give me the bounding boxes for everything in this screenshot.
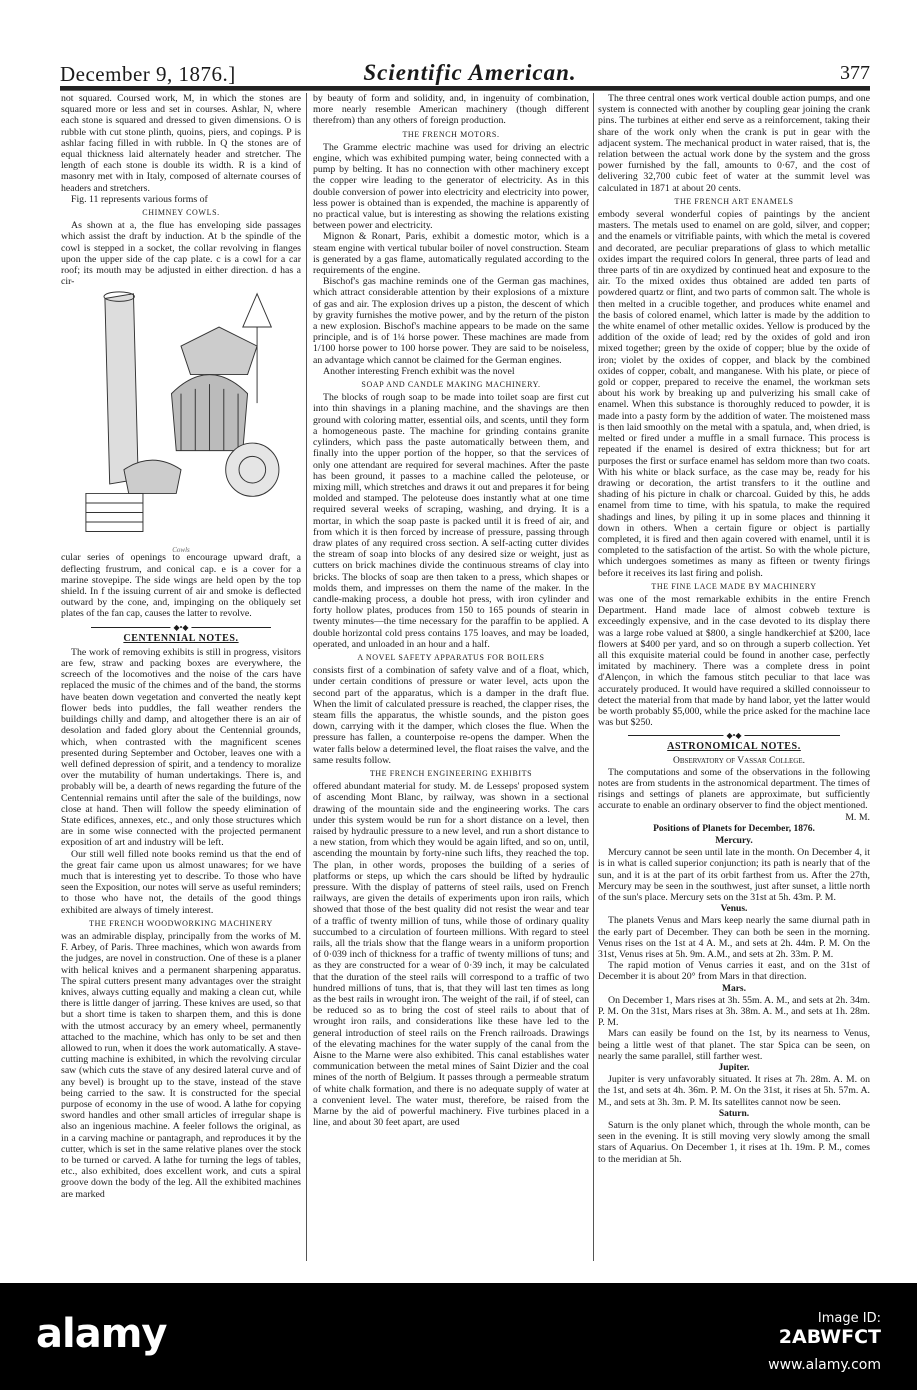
cowls-illustration xyxy=(61,289,301,541)
paragraph: not squared. Coursed work, M, in which the stones are squared more or less and set in courses. Ashlar, N, where each stone is squared and dressed to given dimensions. O is rubble with cut stone plinth, quoins, piers, and copings. P is ashlar facing filled in with rubble. In Q the stones are of equal thickness laid alternately header and stretcher. The length of each stone is double its width. R is a kind of masonry met with in Italy, composed of alternate courses of headers and stretchers. xyxy=(61,93,301,194)
planet-heading: Mercury. xyxy=(715,836,753,846)
watermark-bar xyxy=(0,1283,917,1390)
section-heading: CHIMNEY COWLS. xyxy=(142,208,220,218)
planet-heading: Saturn. xyxy=(718,1108,750,1119)
header-rule xyxy=(60,86,870,91)
paragraph: Jupiter is very unfavorably situated. It rises at 7h. 28m. A. M. on the 1st, and sets at 4h. 36m. P. M. On the 31st, it rises at 5h. 57m. A. M., and sets at 3h. 3m. P. M. Its satellites cannot now be seen. xyxy=(598,1074,870,1108)
paragraph: Mars can easily be found on the 1st, by its nearness to Venus, being a little west of that planet. The star Spica can be seen, on nearly the same parallel, still farther west. xyxy=(598,1028,870,1062)
page-number: 377 xyxy=(840,62,870,84)
paragraph: As shown at a, the flue has enveloping side passages which assist the draft by induction. At b the spindle of the cowl is stepped in a socket, the collar revolving in flanges upon the upper side of the cap plate. c is a cowl for a car roof; its mouth may be adjusted in either direction. d has a cir- xyxy=(61,220,301,288)
section-heading: THE FRENCH ENGINEERING EXHIBITS xyxy=(369,768,533,778)
image-id xyxy=(779,1311,881,1348)
paragraph: Another interesting French exhibit was the novel xyxy=(323,365,515,377)
paragraph: Our still well filled note books remind us that the end of the great fair came upon us almost unawares; for we have much that is interesting yet to describe. To those who have seen the Exposition, our notes will serve as useful reminders; to those who have not, the details of the good things exhibited are always of timely interest. xyxy=(61,848,301,916)
column-1 xyxy=(61,93,301,1200)
alamy-logo: alamy xyxy=(36,1311,167,1357)
planet-heading: Mars. xyxy=(721,983,746,994)
paragraph: consists first of a combination of safety valve and of a float, which, under certain conditions of pressure or water level, acts upon the second part of the apparatus, which is a damper in the draft flue. When the limit of calculated pressure is reached, the clapper rises, the steam fills the apparatus, the whistle sounds, and the piston goes down, carrying with it the damper, which closes the flue. When the pressure has fallen, a counterpoise re-opens the damper. When the water falls below a determined level, the float raises the valve, and the same results follow. xyxy=(313,665,589,766)
paragraph: The three central ones work vertical double action pumps, and one system is connected with another by coupling gear joining the crank pins. The turbines at either end serve as a reinforcement, taking their share of the work only when the crank is put in gear with the adjacent system. The mechanical product in water raised, that is, the relation between the actual work done by the system and the gross power furnished by the fall, amounts to 0·67, and the cost of delivering 32,700 cubic feet of water at the summit level was calculated in 1871 at about 20 cents. xyxy=(598,93,870,194)
paragraph: Bischof's gas machine reminds one of the German gas machines, which attract considerable attention by their explosions of a mixture of gas and air. The explosion drives up a piston, the descent of which by gravity furnishes the motive power, and by the return of the piston a new explosion. Bischof's machine appears to be made on the same principle, and is of 1¼ horse power. These machines are made from 1/100 horse power to 100 horse power. They are said to be noiseless, an advantage which cannot be claimed for the German engines. xyxy=(313,276,589,366)
section-heading: CENTENNIAL NOTES. xyxy=(123,632,239,644)
section-heading: THE FRENCH ART ENAMELS xyxy=(674,196,794,206)
subheading: Observatory of Vassar College. xyxy=(672,755,806,766)
section-heading: A NOVEL SAFETY APPARATUS FOR BOILERS xyxy=(357,652,545,662)
paragraph: The Gramme electric machine was used for driving an electric engine, which was exhibited pumping water, being connected with a pump by belting. It has no connection with other machinery except the copper wire leading to the generator of electricity. As in this double conversion of power into electricity and electricity into power, less power is obtained than is expended, the machine is apparently of no practical value, but is interesting as showing the relations existing between power and electricity. xyxy=(313,141,589,232)
paragraph: On December 1, Mars rises at 3h. 55m. A. M., and sets at 2h. 34m. P. M. On the 31st, Mars rises at 3h. 38m. A. M., and sets at 1h. 28m. P. M. xyxy=(598,994,870,1029)
issue-date: December 9, 1876.] xyxy=(60,62,236,86)
page-header xyxy=(60,62,870,84)
section-heading: Positions of Planets for December, 1876. xyxy=(653,823,815,834)
column-2 xyxy=(313,93,589,1128)
paragraph: was one of the most remarkable exhibits in the entire French Department. Hand made lace of almost cobweb texture is exceedingly expensive, and in the case devoted to its display there was a large robe valued at $800, a single handkerchief at $200, lace flowers at $400 per yard, and so on through a superb collection. Yet all this exquisite material could be found in another case, perfectly imitated by machinery. There was a complete dress in point d'Alençon, in which the famous stitch peculiar to that lace was accurately produced. It would have required a skilled connoisseur to detect the material from that made by hand labor, yet the latter would be worth probably $5,000, while the price asked for the machine lace was but $250. xyxy=(598,593,870,729)
watermark-url: www.alamy.com xyxy=(768,1357,881,1373)
masthead: Scientific American. xyxy=(363,60,577,85)
column-3 xyxy=(598,93,870,1165)
paragraph: Saturn is the only planet which, through the whole month, can be seen in the evening. It is still moving very slowly among the small stars of Aquarius. On December 1, it rises at 1h. 19m. P. M., comes to the meridian at 5h. xyxy=(598,1120,870,1165)
section-heading: THE FINE LACE MADE BY MACHINERY xyxy=(651,581,817,591)
paragraph: Mignon & Ronart, Paris, exhibit a domestic motor, which is a steam engine with vertical tubular boiler of novel construction. Steam is generated by a gas flame, automatically regulated according to the requirements of the engine. xyxy=(313,231,589,277)
paragraph: The computations and some of the observations in the following notes are from students in the astronomical department. The times of risings and settings of planets are approximate, but sufficiently accurate to enable an ordinary observer to find the object mentioned. xyxy=(598,766,870,812)
section-heading: THE FRENCH WOODWORKING MACHINERY xyxy=(89,918,273,928)
paragraph: by beauty of form and solidity, and, in ingenuity of combination, more nearly resemble American machinery (though different therefrom) than any others of foreign production. xyxy=(313,93,589,127)
figure-caption: Cowls xyxy=(172,545,190,554)
image-id-label: Image ID: xyxy=(817,1311,881,1326)
image-id-value: 2ABWFCT xyxy=(778,1326,881,1348)
section-heading: SOAP AND CANDLE MAKING MACHINERY. xyxy=(361,380,541,390)
ornamental-divider: ◆•◆ xyxy=(628,735,840,744)
column-divider xyxy=(306,93,307,1261)
paragraph: The planets Venus and Mars keep nearly the same diurnal path in the early part of December. They can both be seen in the morning. Venus rises on the 1st at 4 A. M., and sets at 2h. 44m. P. M. On the 31st, Venus rises at 5h. 9m. A.M., and sets at 2h. 33m. P. M. xyxy=(598,915,870,961)
chimney-cowls-figure xyxy=(61,289,301,554)
paragraph: The blocks of rough soap to be made into toilet soap are first cut into thin shavings in a planing machine, and the shavings are then ground with coloring matter, essential oils, and scents, until they form a homogeneous paste. The machine for grinding contains granite cylinders, which pass the paste automatically between them, and finally into the upper portion of the hopper, so that the services of only one attendant are required for several machines. After the paste has been ground, it passes to a machine called the peloteuse, or mixing mill, which stretches and draws it out and prepares it for being molded and stamped. The peloteuse does instantly what at one time required several weeks of scraping, washing, and drying. It is a mortar, in which the soap paste is packed until it is freed of air, and from which it is then forced by increase of pressure, passing through draw plates of any required cross section. A self-acting cutter divides the stream of soap into blocks of any desired size or weight, just as cutters on brick machines divide the continuous streams of clay into bricks. The blocks of soap are then taken to a press, which shapes or molds them, and impresses on them the name of the maker. In the candle-making process, a double hot press, with iron cylinder and forty hollow plates, produces from 150 to 165 pounds of stearin in twenty minutes—the time necessary for the paraffin to be applied. A double horizontal cold press contains 175 loaves, and may be loaded, operated, and unloaded in an hour and a half. xyxy=(313,392,589,650)
signature: M. M. xyxy=(845,811,870,823)
column-divider xyxy=(593,93,594,1261)
paragraph: was an admirable display, principally from the works of M. F. Arbey, of Paris. Three machines, which won awards from the judges, are novel in construction. One of these is a planer with helical knives and a permanent sharpening apparatus. The spiral cutters present many advantages over the straight knives, always cutting equally and making a clean cut, while there is little danger of jarring. These knives are used, so that but a short time is taken to sharpen them, and this is done with the utmost accuracy by an emery wheel, permanently attached to the machine, which has only to be set and then allowed to run, when it does the work automatically. A stave-cutting machine is exhibited, in which the revolving circular saw (which cuts the stave of any desired lateral curve and of any bevel) is brought up to the stave, instead of the stave being carried to the saw. It is constructed for the special purpose of economy in the use of wood. A lathe for copying sword handles and other small articles of irregular shape is also an ingenious machine. A feeler follows the original, as in a carving machine or pantagraph, and reproduces it by the cutter, which is set in the same relative planes over the stock to be turned or carved. A lathe for turning the legs of tables, etc., also exhibited, does excellent work, and cuts a spiral groove down the body of the leg. All the exhibited machines are marked xyxy=(61,930,301,1200)
paragraph: Mercury cannot be seen until late in the month. On December 4, it is in what is called superior conjunction; its path is nearly that of the sun, and it is at the part of its orbit farthest from us. After the 27th, Mercury may be seen in the southwest, just after sunset, a little north of the sun's place. Mercury sets on the 31st at 5h. 43m. P. M. xyxy=(598,847,870,904)
section-heading: ASTRONOMICAL NOTES. xyxy=(667,741,801,753)
paragraph: offered abundant material for study. M. de Lesseps' proposed system of ascending Mont Blanc, by railway, was shown in a sectional drawing of the mountain side and the engineering works. The cars under this system would be run for a short distance on a level, then raised by hydraulic pressure to a new level, and run a short distance to a new station, from which they would be again lifted, and so on, until, ascending the mountain by forty-nine such lifts, they reached the top. The plan, in other words, proposes the building of a series of platforms or steps, up which the cars should be lifted by hydraulic pressure. With the display of patterns of steel rails, used on French railways, are given the details of experiments upon iron rails, which showed that those of the best quality did not resist the wear and tear of a traffic of twenty million of tuns, while those of ordinary quality succumbed to a circulation of fourteen millions. With regard to steel rails, all the trials show that the flange wears in a uniform proportion of 0·039 inch of thickness for a traffic of twenty millions of tuns; and as they are constructed for a wear of 0·39 inch, it may be calculated that the duration of the steel rails will correspond to a traffic of two hundred millions of tuns, that is, that they will last ten times as long as the best rails in wrought iron. The weight of the rail, if of steel, can be reduced so as to bring the cost of steel rails to about that of wrought iron rails, and considerations like these have led to the general introduction of steel rails on the French railroads. Drawings of the elevating machines for the water supply of the canal from the Aisne to the Marne were also exhibited. This canal establishes water communication between the metal mines of Saint Dizier and the coal mines of the north of Belgium. It passes through a permeable stratum of white chalk formation, and there is no adequate supply of water at a convenient level. The water must, therefore, be raised from the Marne by the aid of powerful machinery. Five turbines placed in a line, and about 30 feet apart, are used xyxy=(313,781,589,1129)
ornamental-divider: ◆•◆ xyxy=(91,627,271,636)
section-heading: THE FRENCH MOTORS. xyxy=(402,129,500,139)
paragraph: The rapid motion of Venus carries it east, and on the 31st of December it is about 20° from Mars in that direction. xyxy=(598,960,870,983)
planet-heading: Jupiter. xyxy=(718,1063,750,1074)
paragraph: cular series of openings to encourage upward draft, a deflecting frustrum, and conical cap. e is a cover for a marine stovepipe. The side wings are held open by the top shield. In f the issuing current of air and smoke is deflected outward by the cone, and, impinging on the obliquely set plates of the fan cap, causes the latter to revolve. xyxy=(61,552,301,620)
paragraph: embody several wonderful copies of paintings by the ancient masters. The metals used to enamel on are gold, silver, and copper; and the enamels or vitrifiable paints, with which the metal is covered and decorated, are peculiar preparations of glass to which metallic oxides impart the required colors In general, three parts of lead and three parts of tin are oxydized by continued heat and exposure to the air. To the mixed oxides thus obtained are added ten parts of powdered quartz or flint, and two parts of common salt. The whole is then melted in a crucible together, and produces white enamel and the basis of colored enamel, which latter is made by the addition to the white enamel of other metallic oxides. Yellow is produced by the addition of the oxide of lead; red by the oxides of gold and iron mixed together; green by the oxide of copper; blue by the oxide of iron; violet by the oxides of copper, and black by the combined oxides of copper, cobalt, and manganese. With his plate, or piece of gold or copper, prepared to receive the enamel, the workman sets about his work by breaking up and pulverizing his small cake of enamel. When this substance is thoroughly reduced to powder, it is made into a pasty form by the addition of water. The moistened mass is then laid smoothly on the metal with a spatula, and, when dried, is melted or fired under a muffle in a small furnace. This process is repeated if the enamel is desired of extra thickness; but for art purposes the first or surface enamel has seldom more than two coats. With his white or black surface, as the case may be, ready for his drawing or decoration, the artist transfers to it the outline and shading of his picture in chalk or charcoal. Guided by this, he adds enamel from time to time, with his spatula, to make the required shadings and lines, by piling it up in some places and thinning it down in others. When a certain figure or object is partially completed, it is fired and then again covered with enamel, until it is completed to the satisfaction of the artist. So with the whole picture, which undergoes sometimes as many as fifteen or twenty firings before it receives its last firing and polish. xyxy=(598,209,870,579)
paragraph: The work of removing exhibits is still in progress, visitors are few, straw and packing boxes are everywhere, the screech of the locomotives and the noise of the cars have replaced the music of the chimes and of the band, the storms have beaten down vegetation and converted the neatly kept flower beds into puddles, the fall weather renders the buildings chilly and damp, and altogether there is an air of desolation and faded glory about the Centennial grounds, which, when contrasted with the magnificent scenes presented during September and October, leaves one with a well defined depression of spirit, and a tendency to moralize over the mutability of human undertakings. There is, and probably will be, a dearth of news regarding the future of the Centennial remains until after the sale of the buildings, now close at hand. Then will follow the speedy elimination of State edifices, annexes, etc., and only those structures which are in some wise connected with the projected permanent exposition of art and industry will be left. xyxy=(61,646,301,849)
planet-heading: Venus. xyxy=(720,904,748,915)
paragraph: Fig. 11 represents various forms of xyxy=(71,193,208,205)
